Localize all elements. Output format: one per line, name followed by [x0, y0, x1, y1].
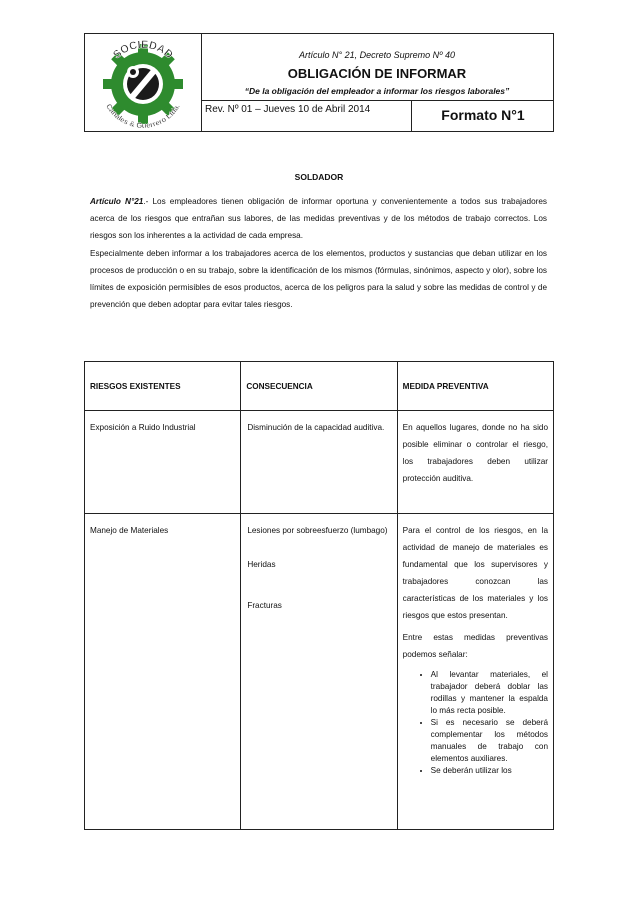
table-row [85, 411, 554, 514]
measure-paragraph: Para el control de los riesgos, en la actividad de manejo de materiales es fundamental que los supervisores y trabajadores conozcan las características de los materiales y los riesgos que estos presentan. [402, 526, 548, 620]
information-paragraph: Especialmente deben informar a los trabajadores acerca de los elementos, productos y sustancias que deban utilizar en los procesos de producción o en su trabajo, sobre la identificación de los mismos (fórmulas, sinónimos, aspecto y olor), sobre los límites de exposición permisibles de esos productos, acerca de los peligros para la salud y sobre las medidas de control y de prevención que deben adoptar para evitar tales riesgos. [90, 249, 547, 309]
consequence-item: Fracturas [247, 601, 282, 610]
measure-intro: Entre estas medidas preventivas podemos señalar: [402, 633, 548, 659]
consequence-item: Lesiones por sobreesfuerzo (lumbago) [247, 526, 388, 535]
consequence-item: Heridas [247, 560, 276, 569]
table-header-row [85, 362, 554, 411]
revision-info: Rev. Nº 01 – Jueves 10 de Abril 2014 [201, 100, 412, 131]
document-header [84, 33, 554, 132]
document-title: OBLIGACIÓN DE INFORMAR [287, 66, 467, 81]
header-title-cell [201, 34, 553, 101]
risk-cell: Manejo de Materiales [85, 514, 241, 830]
measure-cell: En aquellos lugares, donde no ha sido posible eliminar o controlar el riesgo, los trabajadores deben utilizar protección auditiva. [397, 411, 553, 514]
measure-cell [397, 514, 553, 830]
logo-text-bottom: Canales & Guerrero Ltda. [104, 102, 182, 131]
list-item: • Al levantar materiales, el trabajador deberá doblar las rodillas y mantener la espalda lo más recta posible. [431, 669, 548, 717]
article-text: .- Los empleadores tienen obligación de informar oportuna y convenientemente a todos sus trabajadores acerca de los riesgos que entrañan sus labores, de las medidas preventivas y de los métodos de trabajo correctos. Los riesgos son los inherentes a la actividad de cada empresa. [90, 197, 548, 240]
header-risks: RIESGOS EXISTENTES [85, 362, 241, 411]
consequence-cell: Disminución de la capacidad auditiva. [241, 411, 397, 514]
header-consequence: CONSECUENCIA [241, 362, 397, 411]
list-item: • Se deberán utilizar los [431, 765, 548, 777]
company-logo-cell [85, 34, 202, 131]
company-logo [85, 34, 201, 131]
risk-cell: Exposición a Ruido Industrial [85, 411, 241, 514]
risk-table [84, 361, 554, 830]
decree-reference: Artículo N° 21, Decreto Supremo Nº 40 [299, 50, 455, 60]
role-title: SOLDADOR [294, 172, 344, 182]
header-preventive-measure: MEDIDA PREVENTIVA [397, 362, 553, 411]
format-number: Formato N°1 [441, 107, 525, 123]
table-row [85, 514, 554, 830]
consequence-cell [241, 514, 397, 830]
document-subtitle: “De la obligación del empleador a informar los riesgos laborales” [244, 86, 510, 96]
article-lead: Artículo N°21 [90, 197, 144, 206]
list-item: • Si es necesario se deberá complementar los métodos manuales de trabajo con elementos auxiliares. [431, 717, 548, 765]
logo-text-top: SOCIEDAD [111, 38, 175, 62]
measure-bullet-list [403, 669, 548, 777]
article-paragraph [90, 193, 547, 244]
